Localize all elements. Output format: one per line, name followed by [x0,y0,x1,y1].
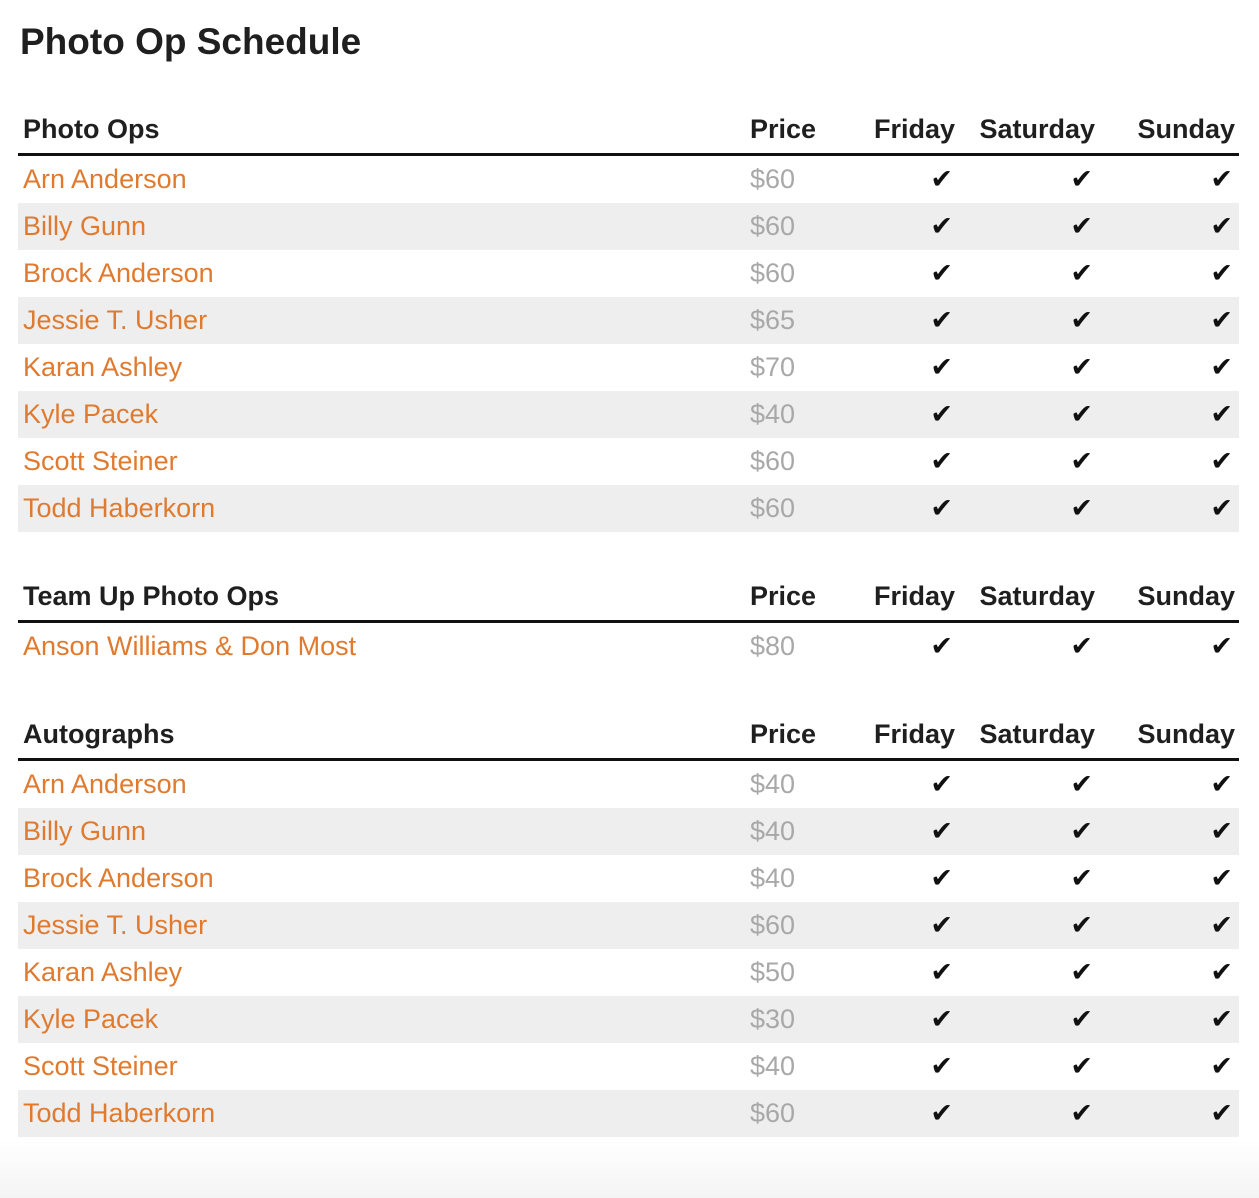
guest-name-link[interactable]: Arn Anderson [23,164,187,194]
sunday-checkmark-icon: ✔ [1099,485,1239,532]
price-cell: $60 [746,1090,856,1137]
guest-name-link[interactable]: Billy Gunn [23,211,147,241]
price-cell: $60 [746,902,856,949]
name-cell [18,438,746,485]
name-cell [18,855,746,902]
name-cell [18,344,746,391]
table-row [18,250,1239,297]
section-heading: Photo Ops [18,106,746,155]
price-column-header: Price [746,573,856,622]
saturday-checkmark-icon: ✔ [1070,164,1093,195]
guest-name-link[interactable]: Todd Haberkorn [23,1098,216,1128]
table-header-row [18,106,1239,155]
table-row [18,760,1239,809]
table-row [18,438,1239,485]
table-row [18,855,1239,902]
sunday-checkmark-icon: ✔ [1099,808,1239,855]
friday-checkmark-icon: ✔ [930,863,953,894]
guest-name-link[interactable]: Jessie T. Usher [23,910,208,940]
guest-name-link[interactable]: Kyle Pacek [23,1004,159,1034]
name-cell [18,155,746,204]
sunday-checkmark-icon: ✔ [1210,863,1233,894]
team-up-photo-ops-table [18,573,1239,670]
price-cell: $65 [746,297,856,344]
sunday-column-header: Sunday [1099,106,1239,155]
sunday-checkmark-icon: ✔ [1210,164,1233,195]
guest-name-link[interactable]: Scott Steiner [23,446,178,476]
guest-name-link[interactable]: Brock Anderson [23,258,214,288]
autographs-table [18,711,1239,1137]
friday-checkmark-icon: ✔ [930,631,953,662]
section-heading: Autographs [18,711,746,760]
table-header-row [18,573,1239,622]
name-cell [18,996,746,1043]
table-row [18,1090,1239,1137]
friday-checkmark-icon: ✔ [930,1051,953,1082]
price-cell: $60 [750,258,796,288]
saturday-checkmark-icon: ✔ [959,203,1099,250]
guest-name-link[interactable]: Kyle Pacek [23,399,159,429]
saturday-checkmark-icon: ✔ [1070,769,1093,800]
friday-checkmark-icon: ✔ [856,1090,959,1137]
price-column-header: Price [746,711,856,760]
name-cell [18,949,746,996]
saturday-checkmark-icon: ✔ [959,391,1099,438]
guest-name-link[interactable]: Anson Williams & Don Most [23,631,357,661]
price-column-header: Price [746,106,856,155]
friday-checkmark-icon: ✔ [856,485,959,532]
price-cell: $60 [750,164,796,194]
sunday-column-header: Sunday [1099,711,1239,760]
sunday-checkmark-icon: ✔ [1210,352,1233,383]
price-cell: $70 [750,352,796,382]
saturday-checkmark-icon: ✔ [1070,1051,1093,1082]
saturday-checkmark-icon: ✔ [959,996,1099,1043]
saturday-column-header: Saturday [959,711,1099,760]
name-cell [18,203,746,250]
friday-column-header: Friday [856,106,959,155]
table-row [18,344,1239,391]
table-row [18,297,1239,344]
table-body [18,155,1239,533]
price-cell: $40 [746,808,856,855]
saturday-checkmark-icon: ✔ [1070,631,1093,662]
sunday-checkmark-icon: ✔ [1099,1090,1239,1137]
friday-column-header: Friday [856,573,959,622]
friday-checkmark-icon: ✔ [856,808,959,855]
guest-name-link[interactable]: Brock Anderson [23,863,214,893]
price-cell: $40 [746,391,856,438]
guest-name-link[interactable]: Arn Anderson [23,769,187,799]
table-row [18,203,1239,250]
name-cell [18,760,746,809]
guest-name-link[interactable]: Billy Gunn [23,816,147,846]
friday-checkmark-icon: ✔ [930,258,953,289]
saturday-checkmark-icon: ✔ [959,297,1099,344]
friday-checkmark-icon: ✔ [930,446,953,477]
friday-checkmark-icon: ✔ [930,957,953,988]
sunday-checkmark-icon: ✔ [1210,258,1233,289]
name-cell [18,297,746,344]
friday-checkmark-icon: ✔ [856,391,959,438]
friday-checkmark-icon: ✔ [856,996,959,1043]
saturday-checkmark-icon: ✔ [959,808,1099,855]
table-row [18,485,1239,532]
page-bottom-fade [0,1140,1259,1198]
guest-name-link[interactable]: Karan Ashley [23,352,183,382]
table-row [18,808,1239,855]
table-body [18,622,1239,671]
friday-checkmark-icon: ✔ [856,297,959,344]
table-row [18,155,1239,204]
table-row [18,949,1239,996]
friday-checkmark-icon: ✔ [856,203,959,250]
friday-checkmark-icon: ✔ [856,902,959,949]
saturday-checkmark-icon: ✔ [1070,258,1093,289]
name-cell [18,1090,746,1137]
friday-checkmark-icon: ✔ [930,164,953,195]
price-cell: $60 [746,485,856,532]
sunday-checkmark-icon: ✔ [1099,203,1239,250]
sunday-checkmark-icon: ✔ [1210,446,1233,477]
price-cell: $60 [746,203,856,250]
sunday-column-header: Sunday [1099,573,1239,622]
saturday-column-header: Saturday [959,573,1099,622]
sunday-checkmark-icon: ✔ [1210,631,1233,662]
sunday-checkmark-icon: ✔ [1210,957,1233,988]
sunday-checkmark-icon: ✔ [1210,1051,1233,1082]
guest-name-link[interactable]: Jessie T. Usher [23,305,208,335]
price-cell: $40 [750,769,796,799]
price-cell: $40 [750,1051,796,1081]
saturday-checkmark-icon: ✔ [1070,446,1093,477]
saturday-checkmark-icon: ✔ [959,902,1099,949]
friday-column-header: Friday [856,711,959,760]
guest-name-link[interactable]: Todd Haberkorn [23,493,216,523]
name-cell [18,1043,746,1090]
saturday-checkmark-icon: ✔ [959,1090,1099,1137]
name-cell [18,391,746,438]
section-heading: Team Up Photo Ops [18,573,746,622]
sunday-checkmark-icon: ✔ [1099,391,1239,438]
guest-name-link[interactable]: Karan Ashley [23,957,183,987]
table-body [18,760,1239,1138]
sunday-checkmark-icon: ✔ [1099,996,1239,1043]
name-cell [18,622,746,671]
name-cell [18,902,746,949]
table-header-row [18,711,1239,760]
price-cell: $40 [750,863,796,893]
name-cell [18,808,746,855]
sunday-checkmark-icon: ✔ [1210,769,1233,800]
sunday-checkmark-icon: ✔ [1099,297,1239,344]
guest-name-link[interactable]: Scott Steiner [23,1051,178,1081]
friday-checkmark-icon: ✔ [930,769,953,800]
table-row [18,996,1239,1043]
saturday-checkmark-icon: ✔ [959,485,1099,532]
price-cell: $50 [750,957,796,987]
sunday-checkmark-icon: ✔ [1099,902,1239,949]
page-title: Photo Op Schedule [20,21,362,62]
saturday-column-header: Saturday [959,106,1099,155]
price-cell: $30 [746,996,856,1043]
table-row [18,902,1239,949]
photo-ops-table [18,106,1239,532]
price-cell: $80 [750,631,796,661]
friday-checkmark-icon: ✔ [930,352,953,383]
table-row [18,391,1239,438]
name-cell [18,250,746,297]
table-row [18,622,1239,671]
saturday-checkmark-icon: ✔ [1070,957,1093,988]
saturday-checkmark-icon: ✔ [1070,352,1093,383]
name-cell [18,485,746,532]
table-row [18,1043,1239,1090]
saturday-checkmark-icon: ✔ [1070,863,1093,894]
price-cell: $60 [750,446,796,476]
